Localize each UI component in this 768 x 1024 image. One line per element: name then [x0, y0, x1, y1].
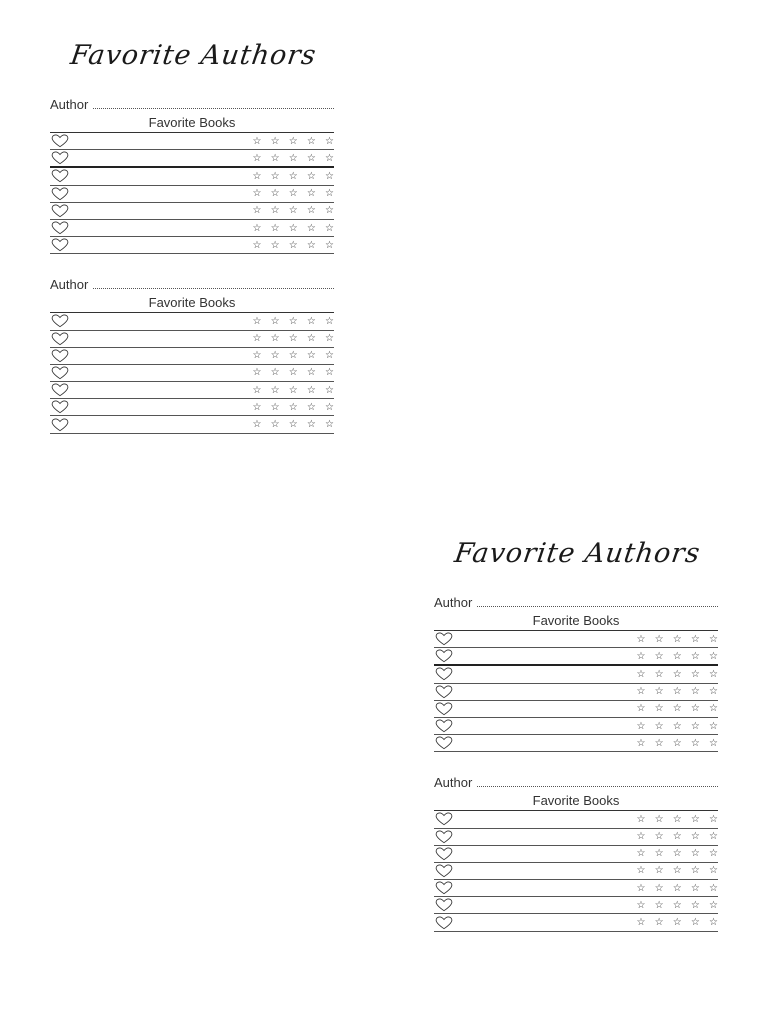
book-row[interactable] [50, 365, 337, 382]
book-row[interactable] [434, 701, 721, 718]
book-list [50, 132, 337, 254]
book-list [50, 312, 337, 433]
heart-icon[interactable] [435, 830, 453, 844]
star-rating[interactable]: ☆ ☆ ☆ ☆ ☆ [252, 152, 337, 164]
book-row[interactable] [50, 220, 337, 237]
heart-icon[interactable] [51, 366, 69, 380]
favorite-books-label: Favorite Books [148, 115, 236, 130]
star-rating[interactable]: ☆ ☆ ☆ ☆ ☆ [252, 333, 337, 345]
star-rating[interactable]: ☆ ☆ ☆ ☆ ☆ [636, 917, 721, 929]
book-row[interactable] [434, 914, 721, 931]
heart-icon[interactable] [51, 383, 69, 397]
star-rating[interactable]: ☆ ☆ ☆ ☆ ☆ [636, 633, 721, 645]
book-row[interactable] [434, 811, 721, 828]
star-rating[interactable]: ☆ ☆ ☆ ☆ ☆ [636, 720, 721, 732]
heart-icon[interactable] [435, 719, 453, 733]
book-list [434, 810, 721, 931]
author-row [434, 774, 718, 790]
heart-icon[interactable] [435, 847, 453, 861]
heart-icon[interactable] [51, 221, 69, 235]
star-rating[interactable]: ☆ ☆ ☆ ☆ ☆ [636, 831, 721, 843]
star-rating[interactable]: ☆ ☆ ☆ ☆ ☆ [252, 239, 337, 251]
heart-icon[interactable] [51, 238, 69, 252]
book-row[interactable] [50, 186, 337, 203]
star-rating[interactable]: ☆ ☆ ☆ ☆ ☆ [636, 686, 721, 698]
book-list [434, 630, 721, 752]
book-row[interactable] [50, 382, 337, 399]
heart-icon[interactable] [51, 314, 69, 328]
heart-icon[interactable] [435, 736, 453, 750]
favorite-books-label: Favorite Books [148, 295, 236, 311]
heart-icon[interactable] [435, 864, 453, 878]
book-row[interactable] [50, 331, 337, 348]
author-name-field[interactable] [477, 786, 718, 787]
star-rating[interactable]: ☆ ☆ ☆ ☆ ☆ [252, 384, 337, 396]
author-label: Author [50, 277, 89, 293]
star-rating[interactable]: ☆ ☆ ☆ ☆ ☆ [636, 703, 721, 715]
heart-icon[interactable] [435, 667, 453, 681]
book-row[interactable] [434, 829, 721, 846]
favorite-books-label: Favorite Books [532, 793, 620, 809]
book-row[interactable] [50, 416, 337, 433]
star-rating[interactable]: ☆ ☆ ☆ ☆ ☆ [252, 205, 337, 217]
heart-icon[interactable] [51, 204, 69, 218]
heart-icon[interactable] [435, 702, 453, 716]
book-row[interactable] [50, 168, 337, 185]
star-rating[interactable]: ☆ ☆ ☆ ☆ ☆ [636, 865, 721, 877]
star-rating[interactable]: ☆ ☆ ☆ ☆ ☆ [636, 882, 721, 894]
heart-icon[interactable] [435, 632, 453, 646]
book-row[interactable] [50, 203, 337, 220]
heart-icon[interactable] [435, 685, 453, 699]
heart-icon[interactable] [435, 812, 453, 826]
book-row[interactable] [434, 684, 721, 701]
heart-icon[interactable] [435, 881, 453, 895]
heart-icon[interactable] [51, 418, 69, 432]
star-rating[interactable]: ☆ ☆ ☆ ☆ ☆ [252, 135, 337, 147]
heart-icon[interactable] [51, 332, 69, 346]
star-rating[interactable]: ☆ ☆ ☆ ☆ ☆ [636, 899, 721, 911]
heart-icon[interactable] [51, 134, 69, 148]
planner-sheet-bottom [434, 538, 721, 932]
book-row[interactable] [50, 348, 337, 365]
heart-icon[interactable] [435, 898, 453, 912]
planner-sheet-top [50, 40, 337, 434]
author-section [434, 594, 721, 752]
star-rating[interactable]: ☆ ☆ ☆ ☆ ☆ [252, 419, 337, 431]
section-spacer [50, 254, 334, 276]
author-name-field[interactable] [477, 606, 718, 607]
book-row[interactable] [50, 133, 337, 150]
book-row[interactable] [434, 897, 721, 914]
heart-icon[interactable] [51, 187, 69, 201]
heart-icon[interactable] [51, 400, 69, 414]
heart-icon[interactable] [435, 649, 453, 663]
author-name-field[interactable] [93, 108, 334, 109]
heart-icon[interactable] [51, 169, 69, 183]
author-label: Author [434, 595, 473, 610]
heart-icon[interactable] [51, 151, 69, 165]
author-section [50, 276, 337, 433]
star-rating[interactable]: ☆ ☆ ☆ ☆ ☆ [636, 668, 721, 680]
book-row[interactable] [434, 718, 721, 735]
author-row [50, 276, 334, 292]
star-rating[interactable]: ☆ ☆ ☆ ☆ ☆ [252, 222, 337, 234]
author-label: Author [50, 97, 89, 112]
star-rating[interactable]: ☆ ☆ ☆ ☆ ☆ [252, 350, 337, 362]
book-row[interactable] [434, 735, 721, 752]
heart-icon[interactable] [51, 349, 69, 363]
book-row[interactable] [434, 863, 721, 880]
star-rating[interactable]: ☆ ☆ ☆ ☆ ☆ [252, 367, 337, 379]
book-row[interactable] [434, 880, 721, 897]
book-row[interactable] [434, 631, 721, 648]
book-row[interactable] [50, 237, 337, 254]
page-title: Favorite Authors [452, 538, 703, 569]
star-rating[interactable]: ☆ ☆ ☆ ☆ ☆ [636, 813, 721, 825]
star-rating[interactable]: ☆ ☆ ☆ ☆ ☆ [252, 170, 337, 182]
star-rating[interactable]: ☆ ☆ ☆ ☆ ☆ [636, 848, 721, 860]
favorite-books-label: Favorite Books [532, 613, 620, 628]
star-rating[interactable]: ☆ ☆ ☆ ☆ ☆ [252, 401, 337, 413]
author-section [50, 96, 337, 254]
book-row[interactable] [50, 313, 337, 330]
book-row[interactable] [50, 150, 337, 168]
star-rating[interactable]: ☆ ☆ ☆ ☆ ☆ [252, 315, 337, 327]
book-row[interactable] [50, 399, 337, 416]
book-row[interactable] [434, 846, 721, 863]
star-rating[interactable]: ☆ ☆ ☆ ☆ ☆ [636, 650, 721, 662]
star-rating[interactable]: ☆ ☆ ☆ ☆ ☆ [252, 188, 337, 200]
star-rating[interactable]: ☆ ☆ ☆ ☆ ☆ [636, 737, 721, 749]
author-label: Author [434, 775, 473, 791]
section-spacer [434, 752, 718, 774]
author-row [434, 594, 718, 610]
book-row[interactable] [434, 666, 721, 683]
author-name-field[interactable] [93, 288, 334, 289]
page-title: Favorite Authors [68, 40, 319, 71]
author-section [434, 774, 721, 931]
author-row [50, 96, 334, 112]
heart-icon[interactable] [435, 916, 453, 930]
book-row[interactable] [434, 648, 721, 666]
